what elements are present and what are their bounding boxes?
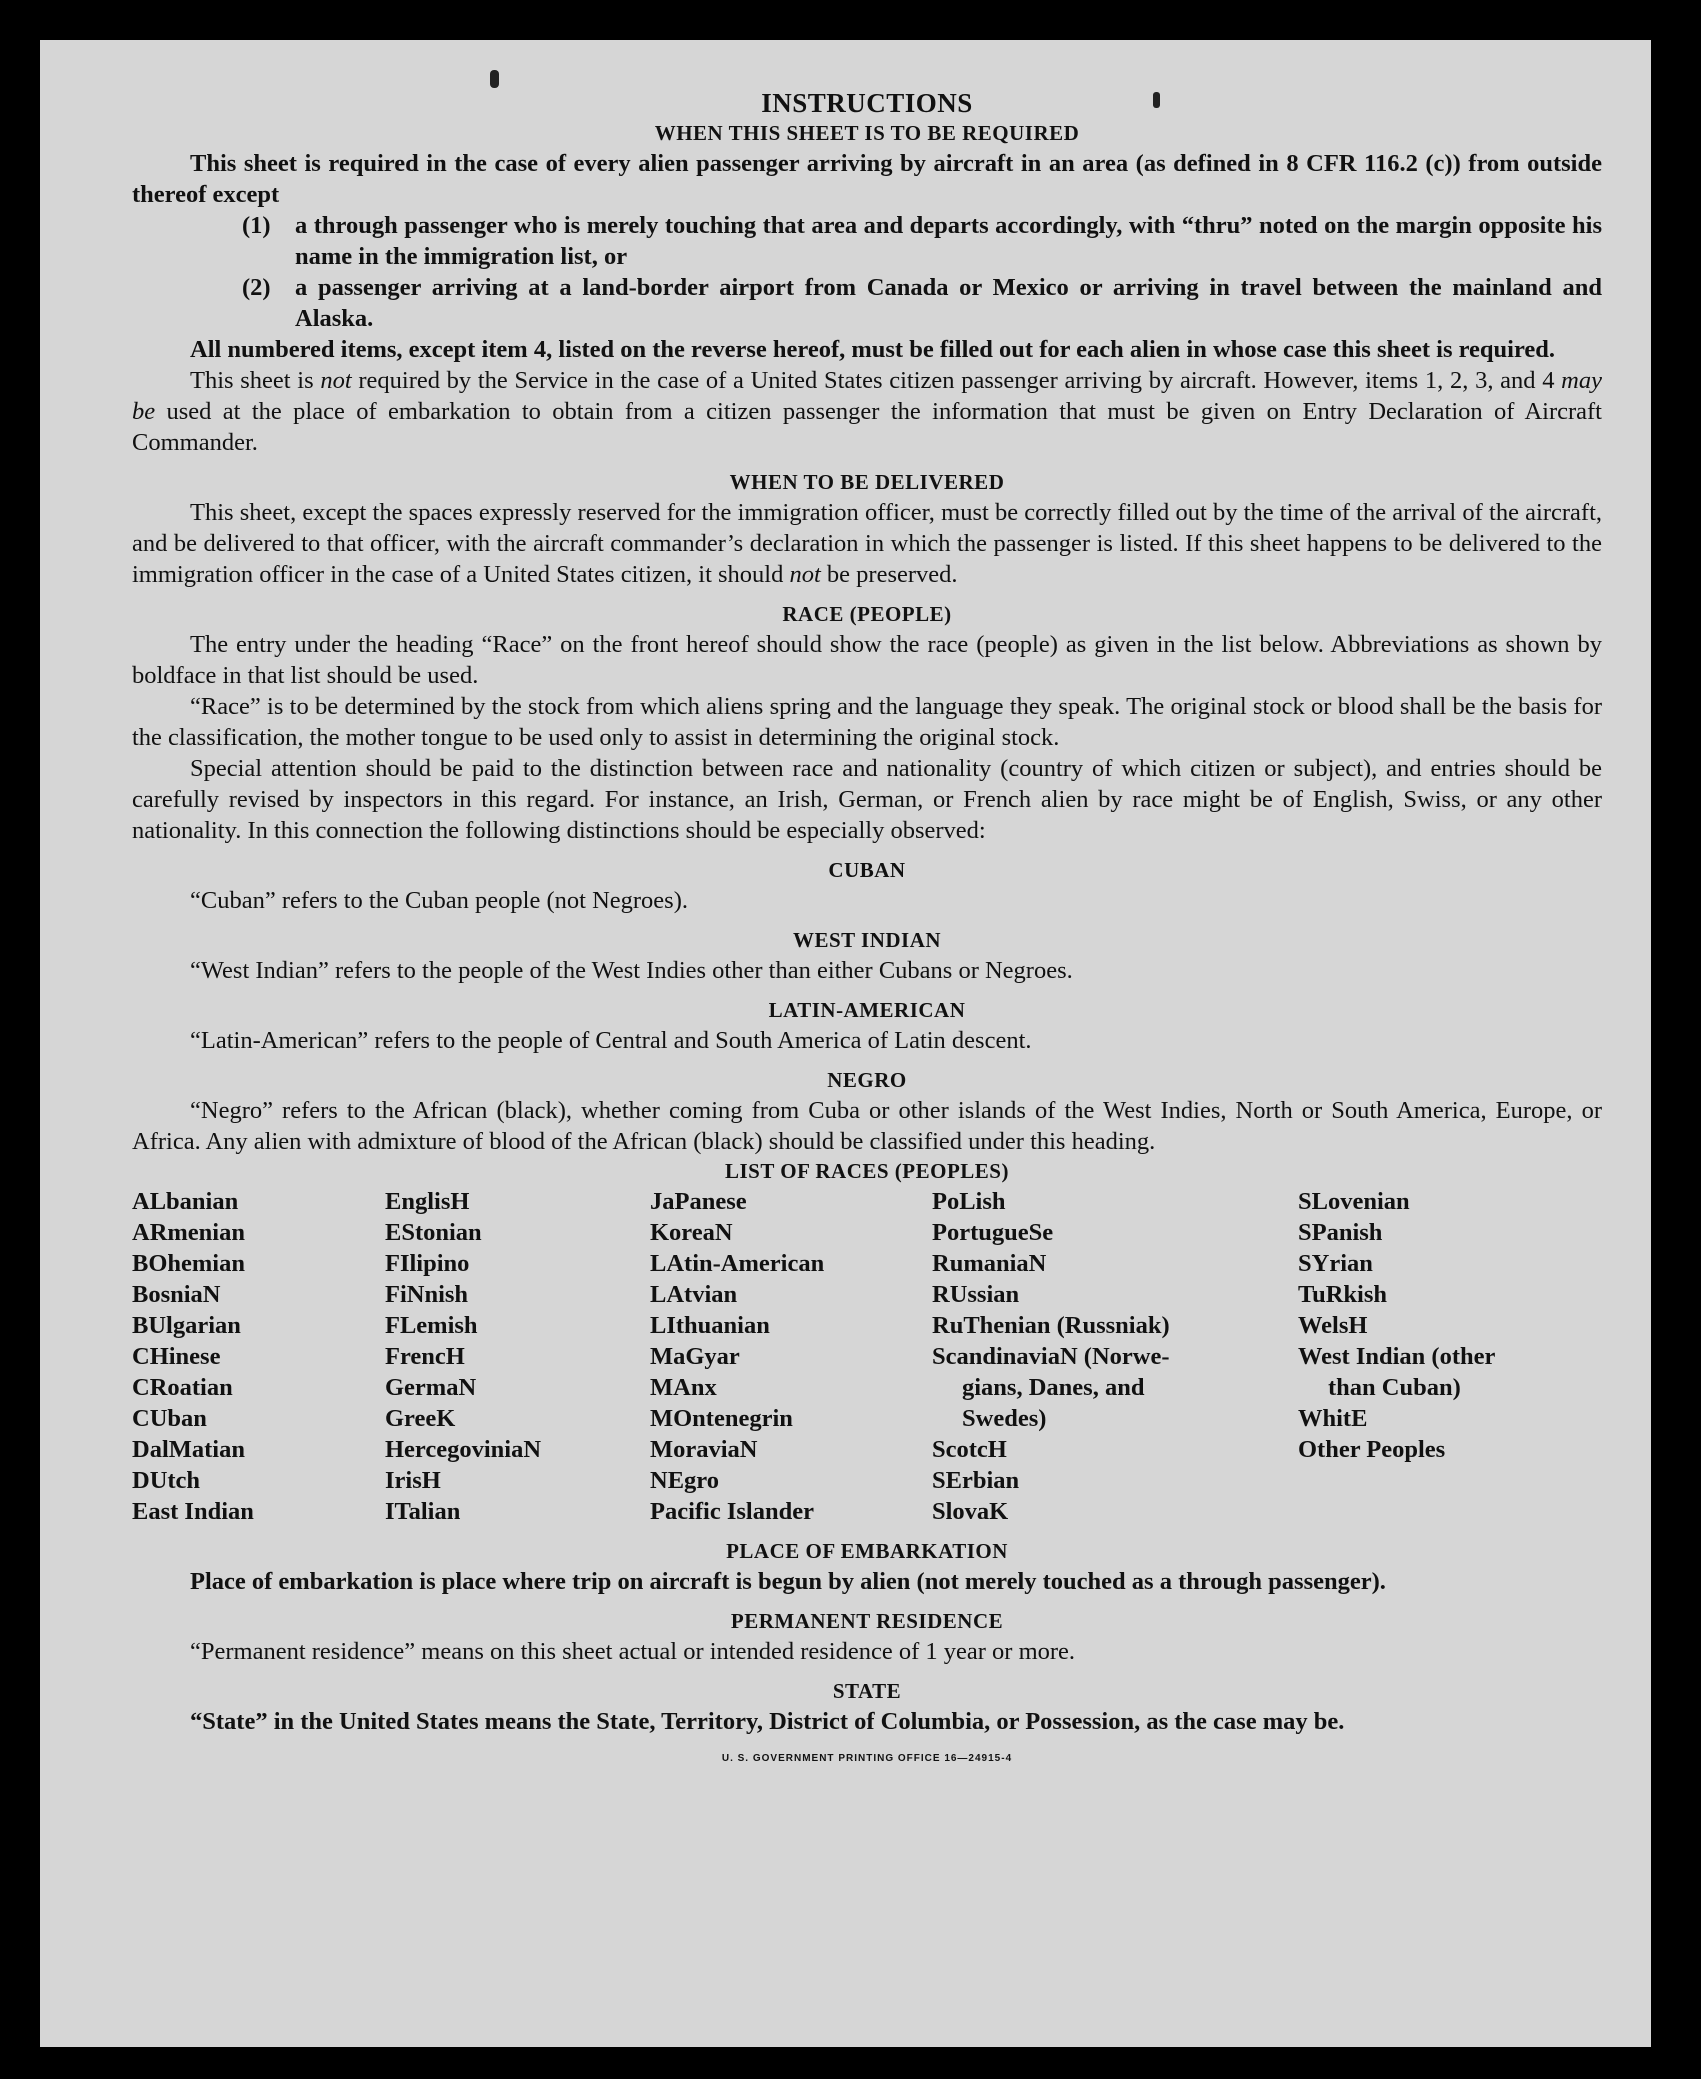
race-entry: Other Peoples bbox=[1298, 1436, 1446, 1463]
race-entry: MaGyar bbox=[650, 1343, 740, 1370]
heading-when-required: WHEN THIS SHEET IS TO BE REQUIRED bbox=[654, 121, 1080, 145]
race-entry: TuRkish bbox=[1298, 1281, 1388, 1308]
race-entry: RuThenian (Russniak) bbox=[932, 1312, 1170, 1339]
race-entry: ScotcH bbox=[932, 1436, 1007, 1463]
heading-permanent-residence: PERMANENT RESIDENCE bbox=[730, 1609, 1004, 1633]
race-entry: SErbian bbox=[932, 1467, 1020, 1494]
paragraph bbox=[132, 497, 1602, 590]
ink-speck bbox=[490, 70, 499, 88]
race-entry: BOhemian bbox=[132, 1250, 245, 1277]
paragraph: “Permanent residence” means on this sheet actual or intended residence of 1 year or more. bbox=[190, 1638, 1076, 1665]
heading-cuban: CUBAN bbox=[828, 858, 906, 882]
race-entry: WhitE bbox=[1298, 1405, 1368, 1432]
paragraph: “Race” is to be determined by the stock from which aliens spring and the language they speak. The original stock or blood shall be the basis for the classification, the mother tongue to be used only to assist in determining the original stock. bbox=[132, 693, 1602, 751]
emphasis: not bbox=[320, 367, 352, 394]
race-entry: SlovaK bbox=[932, 1498, 1009, 1525]
race-entry: LAtvian bbox=[650, 1281, 738, 1308]
paragraph: “West Indian” refers to the people of the West Indies other than either Cubans or Negroes. bbox=[190, 957, 1073, 984]
race-entry: EStonian bbox=[385, 1219, 482, 1246]
printer-imprint: U. S. GOVERNMENT PRINTING OFFICE 16—24915-4 bbox=[721, 1753, 1013, 1764]
race-entry: EnglisH bbox=[385, 1188, 470, 1215]
paragraph bbox=[132, 365, 1602, 458]
race-entry: CRoatian bbox=[132, 1374, 233, 1401]
races-column bbox=[385, 1186, 650, 1527]
race-entry: JaPanese bbox=[650, 1188, 747, 1215]
heading-west-indian: WEST INDIAN bbox=[792, 928, 942, 952]
document-sheet bbox=[40, 40, 1651, 2047]
races-column bbox=[932, 1186, 1298, 1527]
race-entry: West Indian (other bbox=[1298, 1343, 1496, 1370]
heading-state: STATE bbox=[832, 1679, 902, 1703]
race-entry: IrisH bbox=[385, 1467, 441, 1494]
races-list bbox=[132, 1186, 1602, 1527]
heading-embarkation: PLACE OF EMBARKATION bbox=[726, 1539, 1008, 1563]
paragraph: Place of embarkation is place where trip on aircraft is begun by alien (not merely touched as a through passenger). bbox=[190, 1568, 1386, 1595]
race-entry: SPanish bbox=[1298, 1219, 1383, 1246]
list-item bbox=[242, 272, 1602, 334]
race-entry: FLemish bbox=[385, 1312, 478, 1339]
race-entry: FiNnish bbox=[385, 1281, 469, 1308]
race-entry: FrencH bbox=[385, 1343, 465, 1370]
race-entry: BUlgarian bbox=[132, 1312, 241, 1339]
paragraph: This sheet is required in the case of every alien passenger arriving by aircraft in an area (as defined in 8 CFR 116.2 (c)) from outside thereof except bbox=[132, 150, 1602, 208]
heading-when-delivered: WHEN TO BE DELIVERED bbox=[729, 470, 1005, 494]
paragraph: The entry under the heading “Race” on the front hereof should show the race (people) as given in the list below. Abbreviations as shown by boldface in that list should be used. bbox=[132, 631, 1602, 689]
heading-race: RACE (PEOPLE) bbox=[782, 602, 952, 626]
race-entry: MOntenegrin bbox=[650, 1405, 793, 1432]
paragraph: All numbered items, except item 4, listed on the reverse hereof, must be filled out for each alien in whose case this sheet is required. bbox=[190, 336, 1556, 363]
race-entry: PoLish bbox=[932, 1188, 1006, 1215]
race-entry: LIthuanian bbox=[650, 1312, 770, 1339]
race-entry: NEgro bbox=[650, 1467, 719, 1494]
race-entry: CHinese bbox=[132, 1343, 221, 1370]
race-entry: GermaN bbox=[385, 1374, 477, 1401]
paragraph: Special attention should be paid to the distinction between race and nationality (country of which citizen or subject), and entries should be carefully revised by inspectors in this regard. For instance, an Irish, German, or French alien by race might be of English, Swiss, or any other nationality. In this connection the following distinctions should be especially observed: bbox=[132, 755, 1602, 844]
text-run: used at the place of embarkation to obtain from a citizen passenger the information that must be given on Entry Declaration of Aircraft Commander. bbox=[132, 398, 1602, 456]
race-entry: HercegoviniaN bbox=[385, 1436, 542, 1463]
race-entry: KoreaN bbox=[650, 1219, 733, 1246]
races-column bbox=[1298, 1186, 1598, 1527]
races-column bbox=[132, 1186, 385, 1527]
race-entry: LAtin-American bbox=[650, 1250, 825, 1277]
race-entry: CUban bbox=[132, 1405, 207, 1432]
heading-list-of-races: LIST OF RACES (PEOPLES) bbox=[725, 1159, 1009, 1183]
race-entry: gians, Danes, and bbox=[962, 1374, 1145, 1401]
paragraph: “Latin-American” refers to the people of Central and South America of Latin descent. bbox=[190, 1027, 1032, 1054]
race-entry: PortugueSe bbox=[932, 1219, 1054, 1246]
item-text: a passenger arriving at a land-border airport from Canada or Mexico or arriving in travel between the mainland and Alaska. bbox=[295, 274, 1602, 332]
races-column bbox=[650, 1186, 932, 1527]
heading-negro: NEGRO bbox=[827, 1068, 907, 1092]
list-item bbox=[242, 210, 1602, 272]
race-entry: MoraviaN bbox=[650, 1436, 758, 1463]
emphasis: may be bbox=[132, 367, 1602, 425]
text-run: This sheet, except the spaces expressly reserved for the immigration officer, must be correctly filled out by the time of the arrival of the aircraft, and be delivered to that officer, with the aircraft commander’s declaration in which the passenger is listed. If this sheet happens to be delivered to the immigration officer in the case of a United States citizen, it should bbox=[132, 499, 1602, 588]
race-entry: GreeK bbox=[385, 1405, 456, 1432]
race-entry: DUtch bbox=[132, 1467, 201, 1494]
race-entry: MAnx bbox=[650, 1374, 717, 1401]
item-number: (2) bbox=[242, 274, 271, 301]
emphasis: not bbox=[789, 561, 821, 588]
item-text: a through passenger who is merely touching that area and departs accordingly, with “thru” noted on the margin opposite his name in the immigration list, or bbox=[295, 212, 1602, 270]
race-entry: SYrian bbox=[1298, 1250, 1373, 1277]
race-entry: Swedes) bbox=[962, 1405, 1047, 1432]
race-entry: ScandinaviaN (Norwe- bbox=[932, 1343, 1170, 1370]
race-entry: WelsH bbox=[1298, 1312, 1368, 1339]
race-entry: Pacific Islander bbox=[650, 1498, 814, 1525]
race-entry: DalMatian bbox=[132, 1436, 245, 1463]
paragraph: “Negro” refers to the African (black), whether coming from Cuba or other islands of the West Indies, North or South America, Europe, or Africa. Any alien with admixture of blood of the African (black) should be classified under this heading. bbox=[132, 1097, 1602, 1155]
text-run: required by the Service in the case of a United States citizen passenger arriving by aircraft. However, items 1, 2, 3, and 4 bbox=[351, 367, 1562, 394]
race-entry: East Indian bbox=[132, 1498, 254, 1525]
heading-latin-american: LATIN-AMERICAN bbox=[768, 998, 966, 1022]
race-entry: SLovenian bbox=[1298, 1188, 1410, 1215]
paragraph: “Cuban” refers to the Cuban people (not Negroes). bbox=[190, 887, 688, 914]
race-entry: ARmenian bbox=[132, 1219, 245, 1246]
race-entry: RUssian bbox=[932, 1281, 1020, 1308]
text-run: This sheet is bbox=[190, 367, 321, 394]
race-entry: BosniaN bbox=[132, 1281, 221, 1308]
race-entry: RumaniaN bbox=[932, 1250, 1047, 1277]
race-entry: ALbanian bbox=[132, 1188, 239, 1215]
race-entry: ITalian bbox=[385, 1498, 461, 1525]
document-content bbox=[132, 88, 1602, 1764]
item-number: (1) bbox=[242, 212, 271, 239]
race-entry: than Cuban) bbox=[1328, 1374, 1461, 1401]
paragraph: “State” in the United States means the State, Territory, District of Columbia, or Possession, as the case may be. bbox=[190, 1708, 1345, 1735]
page-title: INSTRUCTIONS bbox=[761, 88, 973, 118]
race-entry: FIlipino bbox=[385, 1250, 470, 1277]
text-run: be preserved. bbox=[820, 561, 958, 588]
